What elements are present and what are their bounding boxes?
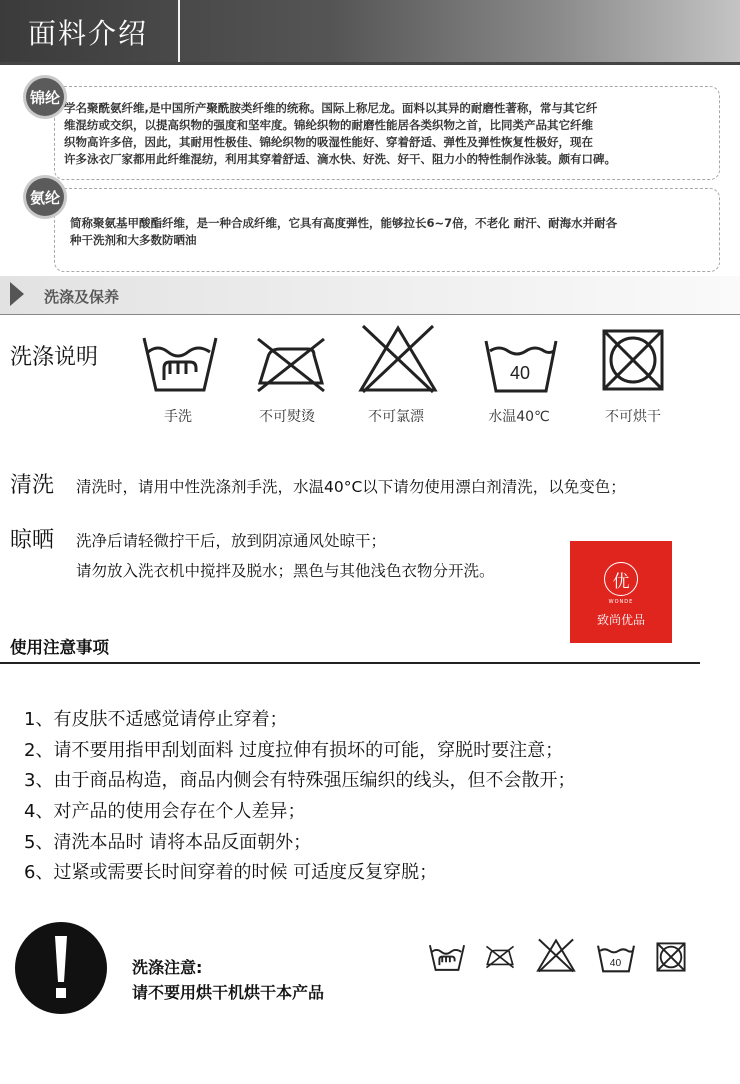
- usage-note: 2、请不要用指甲刮划面料 过度拉伸有损坏的可能，穿脱时要注意；: [24, 740, 564, 761]
- header-underline: [0, 62, 740, 65]
- fabric-line: 织物高许多倍，因此，其耐用性极佳、锦纶织物的吸湿性能好、穿着舒适、弹性及弹性恢复性极好，现在: [64, 135, 593, 149]
- usage-notes-title: 使用注意事项: [10, 638, 109, 657]
- wash-section-divider: [0, 314, 740, 315]
- wash-section-title: 洗涤及保养: [44, 288, 120, 306]
- brand-logo: [570, 541, 672, 643]
- fabric-line: 许多泳衣厂家都用此纤维混纺，利用其穿着舒适、滴水快、好洗、好干、阻力小的特性制作泳装。颇有口碑。: [64, 152, 616, 166]
- water-temp-icon: [482, 335, 560, 395]
- exclamation-icon: [15, 922, 107, 1014]
- header-divider: [178, 0, 180, 62]
- cleaning-label: 清洗: [10, 473, 55, 498]
- warning-title: 洗涤注意:: [132, 958, 203, 977]
- usage-note: 4、对产品的使用会存在个人差异；: [24, 801, 306, 822]
- page-title: 面料介绍: [28, 17, 149, 50]
- no-tumble-dry-icon: [601, 328, 665, 392]
- no-iron-icon: [252, 335, 330, 395]
- hand-wash-label: 手洗: [164, 409, 192, 425]
- hand-wash-icon: [428, 940, 466, 976]
- hand-wash-icon: [140, 330, 220, 400]
- drying-text-line2: 请勿放入洗衣机中搅拌及脱水；黑色与其他浅色衣物分开洗。: [76, 562, 495, 580]
- no-bleach-icon: [357, 322, 439, 394]
- warning-text: 请不要用烘干机烘干本产品: [132, 983, 325, 1002]
- brand-logo-sub: WONDE: [608, 599, 634, 605]
- fabric-badge-nylon: 锦纶: [26, 78, 64, 116]
- fabric-line: 种干洗剂和大多数防晒油: [70, 233, 197, 247]
- water-temp-value: 40: [609, 958, 622, 970]
- water-temp-label: 水温40℃: [488, 409, 550, 425]
- brand-logo-name: 致尚优品: [596, 613, 645, 627]
- no-bleach-label: 不可氯漂: [368, 409, 424, 425]
- fabric-description-nylon: [64, 100, 714, 168]
- usage-notes-divider: [0, 662, 700, 664]
- fabric-line: 维混纺或交织，以提高织物的强度和坚牢度。锦纶织物的耐磨性能居各类织物之首，比同类产品其它纤维: [64, 118, 593, 132]
- play-arrow-icon: [10, 282, 24, 306]
- usage-note: 3、由于商品构造，商品内侧会有特殊强压编织的线头，但不会散开；: [24, 770, 576, 791]
- warning-icon: [15, 922, 107, 1014]
- water-temp-value: 40: [509, 363, 531, 383]
- drying-text-line1: 洗净后请轻微拧干后，放到阴凉通风处晾干；: [76, 532, 387, 550]
- no-tumble-dry-icon: [656, 942, 686, 972]
- usage-note: 5、清洗本品时 请将本品反面朝外；: [24, 832, 312, 853]
- no-bleach-icon: [536, 936, 576, 974]
- wash-instructions-label: 洗涤说明: [10, 345, 99, 370]
- no-iron-icon: [484, 942, 516, 972]
- cleaning-text: 清洗时，请用中性洗涤剂手洗，水温40°C以下请勿使用漂白剂清洗，以免变色；: [76, 478, 626, 496]
- usage-note: 6、过紧或需要长时间穿着的时候 可适度反复穿脱；: [24, 862, 438, 883]
- fabric-line: 学名聚酰氨纤维,是中国所产聚酰胺类纤维的统称。国际上称尼龙。面料以其异的耐磨性著称，常与其它纤: [64, 101, 598, 115]
- water-temp-icon: [596, 942, 636, 974]
- fabric-line: 简称聚氨基甲酸酯纤维，是一种合成纤维，它具有高度弹性，能够拉长6~7倍，不老化 耐汗、耐海水并耐各: [70, 216, 618, 230]
- fabric-description-spandex: [70, 215, 710, 249]
- usage-note: 1、有皮肤不适感觉请停止穿着；: [24, 709, 288, 730]
- no-iron-label: 不可熨烫: [259, 409, 315, 425]
- brand-logo-mark: 优: [604, 562, 638, 596]
- no-tumble-dry-label: 不可烘干: [605, 409, 661, 425]
- fabric-badge-spandex: 氨纶: [26, 178, 64, 216]
- drying-label: 晾晒: [10, 528, 55, 553]
